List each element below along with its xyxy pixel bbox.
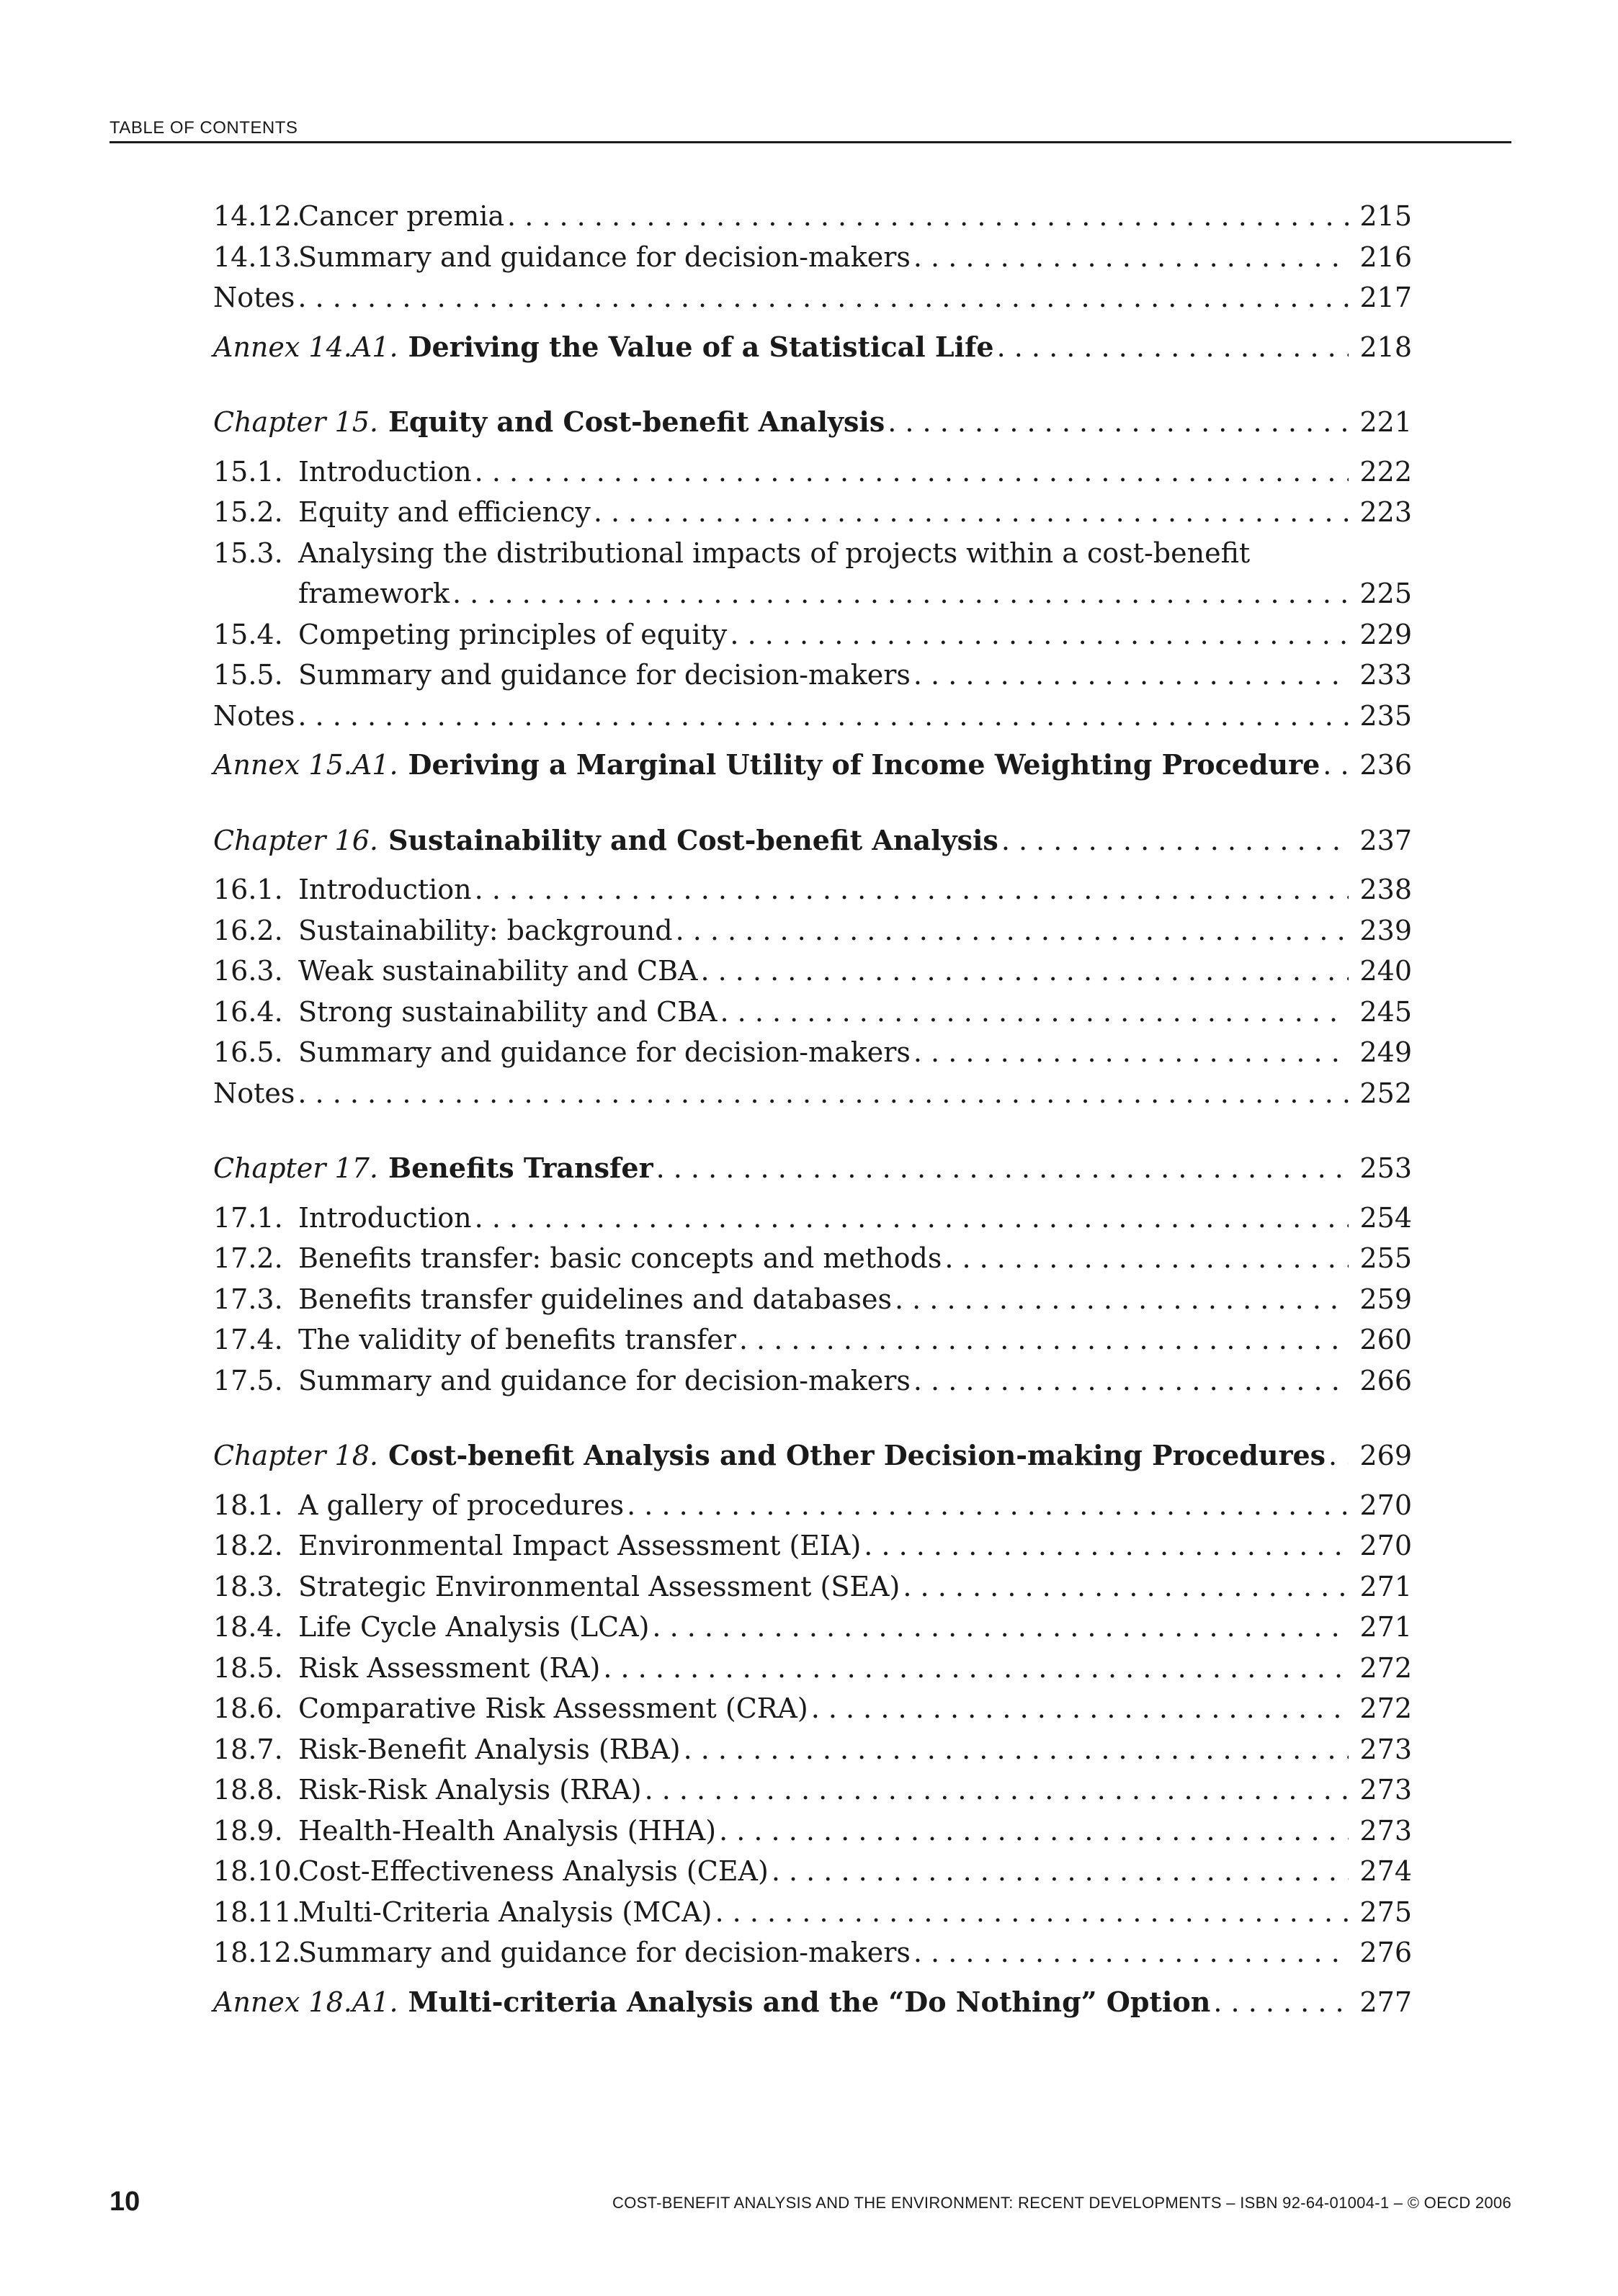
toc-entry[interactable] [213,1688,1412,1729]
entry-number: 14.13. [213,241,300,273]
publication-footer: COST-BENEFIT ANALYSIS AND THE ENVIRONMENT: RECENT DEVELOPMENTS – ISBN 92-64-01004-1 – © OECD 2006 [612,2194,1511,2212]
leader-dots [475,452,1349,493]
entry-title: Introduction [298,1201,472,1234]
entry-page: 255 [1359,1242,1412,1274]
toc-entry[interactable] [213,1566,1412,1607]
entry-title: Notes [213,282,295,313]
chapter-label: Chapter 16. [213,824,378,856]
entry-title-line2: framework [298,578,450,609]
toc-entry[interactable] [213,533,1412,574]
leader-dots [913,1032,1349,1073]
entry-number: 18.2. [213,1530,283,1561]
entry-number: 15.5. [213,659,283,691]
leader-dots [298,1073,1349,1114]
header-rule [109,141,1511,143]
entry-page: 270 [1359,1530,1412,1561]
toc-entry[interactable] [213,910,1412,951]
entry-title: Notes [213,699,295,732]
entry-page: 273 [1359,1814,1412,1847]
leader-dots [603,1648,1349,1689]
toc-entry[interactable] [213,196,1412,237]
entry-number: 18.10. [213,1855,300,1887]
annex-title: Deriving the Value of a Statistical Life [408,330,994,363]
entry-page: 223 [1359,496,1412,528]
chapter-label: Chapter 18. [213,1440,378,1471]
entry-number: 14.12. [213,200,300,232]
leader-dots [811,1688,1349,1729]
entry-page: 233 [1359,659,1412,691]
entry-page: 260 [1359,1324,1412,1355]
annex-label: Annex 18.A1. [213,1986,398,2018]
entry-number: 17.2. [213,1242,283,1274]
entry-page: 276 [1359,1937,1412,1968]
entry-page: 273 [1359,1733,1412,1765]
leader-dots [913,1932,1349,1973]
entry-number: 15.4. [213,618,283,650]
entry-number: 18.12. [213,1937,300,1968]
entry-page: 254 [1359,1201,1412,1234]
entry-page: 229 [1359,618,1412,650]
entry-number: 15.2. [213,496,283,528]
toc-chapter[interactable] [213,1435,1412,1476]
leader-dots [715,1892,1349,1933]
toc-notes[interactable] [213,277,1412,318]
entry-page: 221 [1359,406,1412,438]
entry-title: Risk Assessment (RA) [298,1651,601,1684]
toc-entry[interactable] [213,1648,1412,1689]
entry-number: 16.1. [213,874,283,905]
annex-label: Annex 15.A1. [213,749,398,781]
entry-page: 235 [1359,699,1412,732]
toc-entry[interactable] [213,1607,1412,1648]
entry-page: 252 [1359,1077,1412,1109]
entry-title: Introduction [298,874,472,905]
leader-dots [475,1198,1349,1239]
leader-dots [903,1566,1349,1607]
entry-number: 18.3. [213,1570,283,1602]
chapter-title: Cost-benefit Analysis and Other Decision-making Procedures [388,1439,1326,1471]
leader-dots [719,1811,1349,1852]
toc-entry-continuation[interactable] [213,573,1412,614]
toc-entry[interactable] [213,237,1412,278]
entry-title: Strategic Environmental Assessment (SEA) [298,1570,900,1602]
entry-page: 277 [1359,1986,1412,2018]
toc-entry[interactable] [213,1319,1412,1360]
entry-page: 269 [1359,1440,1412,1471]
toc-entry[interactable] [213,1525,1412,1566]
toc-entry[interactable] [213,1770,1412,1811]
entry-page: 238 [1359,874,1412,905]
toc-entry[interactable] [213,1198,1412,1239]
toc-entry[interactable] [213,492,1412,533]
leader-dots [888,402,1349,443]
leader-dots [944,1238,1349,1279]
entry-title: Summary and guidance for decision-makers [298,1937,911,1968]
toc-entry[interactable] [213,992,1412,1033]
leader-dots [684,1729,1349,1770]
entry-page: 273 [1359,1774,1412,1806]
entry-number: 18.11. [213,1896,300,1928]
entry-title: Summary and guidance for decision-makers [298,241,911,273]
leader-dots [730,614,1349,655]
entry-number: 18.1. [213,1489,283,1521]
running-header: TABLE OF CONTENTS [109,118,298,138]
toc-entry[interactable] [213,1360,1412,1402]
toc-entry[interactable] [213,1279,1412,1320]
entry-title: Introduction [298,455,472,488]
entry-title: Notes [213,1077,295,1109]
entry-number: 17.1. [213,1201,283,1234]
leader-dots [1323,745,1349,786]
toc-annex[interactable] [213,1982,1412,2023]
entry-number: 17.3. [213,1283,283,1315]
entry-number: 17.5. [213,1364,283,1396]
entry-page: 236 [1359,749,1412,781]
entry-title: Multi-Criteria Analysis (MCA) [298,1896,712,1928]
entry-page: 239 [1359,914,1412,946]
leader-dots [1001,820,1349,861]
leader-dots [298,696,1349,737]
toc-notes[interactable] [213,696,1412,737]
entry-title: A gallery of procedures [298,1489,625,1521]
toc-entry[interactable] [213,1851,1412,1892]
entry-title-line1: Analysing the distributional impacts of projects within a cost-benefit [298,537,1251,569]
toc-chapter[interactable] [213,820,1412,861]
entry-title: Cancer premia [298,200,505,232]
entry-title: Comparative Risk Assessment (CRA) [298,1692,808,1724]
entry-page: 237 [1359,824,1412,856]
toc-entry[interactable] [213,1811,1412,1852]
entry-number: 16.3. [213,955,283,987]
annex-label: Annex 14.A1. [213,331,398,363]
entry-title: Risk-Risk Analysis (RRA) [298,1774,642,1806]
toc-entry[interactable] [213,1932,1412,1973]
toc-entry[interactable] [213,1032,1412,1073]
entry-number: 16.4. [213,995,283,1028]
toc-chapter[interactable] [213,402,1412,443]
entry-page: 225 [1359,578,1412,609]
entry-page: 240 [1359,955,1412,987]
annex-title: Multi-criteria Analysis and the “Do Nothing” Option [408,1985,1211,2018]
entry-page: 222 [1359,455,1412,488]
leader-dots [594,492,1349,533]
entry-title: Summary and guidance for decision-makers [298,1364,911,1396]
entry-title: Weak sustainability and CBA [298,955,698,987]
toc-entry[interactable] [213,951,1412,992]
entry-page: 274 [1359,1855,1412,1887]
entry-title: Risk-Benefit Analysis (RBA) [298,1733,681,1765]
entry-title: Health-Health Analysis (HHA) [298,1814,717,1847]
entry-page: 272 [1359,1692,1412,1724]
entry-number: 15.3. [213,537,283,569]
entry-number: 18.9. [213,1814,283,1847]
leader-dots [895,1279,1349,1320]
leader-dots [997,327,1349,368]
entry-page: 249 [1359,1036,1412,1068]
toc-entry[interactable] [213,1485,1412,1526]
toc-annex[interactable] [213,327,1412,368]
entry-page: 215 [1359,200,1412,232]
entry-page: 253 [1359,1152,1412,1184]
entry-number: 18.5. [213,1651,283,1684]
entry-title: Summary and guidance for decision-makers [298,659,911,691]
entry-number: 16.5. [213,1036,283,1068]
entry-page: 271 [1359,1570,1412,1602]
leader-dots [772,1851,1349,1892]
entry-title: Benefits transfer: basic concepts and methods [298,1242,942,1274]
entry-title: Equity and efficiency [298,496,591,528]
entry-number: 18.7. [213,1733,283,1765]
entry-title: Competing principles of equity [298,618,728,650]
entry-page: 218 [1359,331,1412,363]
entry-title: The validity of benefits transfer [298,1324,736,1355]
chapter-title: Equity and Cost-benefit Analysis [388,405,885,438]
entry-page: 270 [1359,1489,1412,1521]
entry-number: 17.4. [213,1324,283,1355]
toc-entry[interactable] [213,614,1412,655]
entry-page: 245 [1359,995,1412,1028]
entry-number: 15.1. [213,455,283,488]
entry-title: Summary and guidance for decision-makers [298,1036,911,1068]
leader-dots [298,277,1349,318]
entry-page: 271 [1359,1611,1412,1643]
leader-dots [700,951,1349,992]
leader-dots [913,237,1349,278]
entry-number: 18.4. [213,1611,283,1643]
entry-title: Benefits transfer guidelines and databases [298,1283,892,1315]
table-of-contents [213,196,1412,2022]
leader-dots [913,1360,1349,1402]
entry-page: 217 [1359,282,1412,313]
entry-title: Cost-Effectiveness Analysis (CEA) [298,1855,769,1887]
leader-dots [652,1607,1349,1648]
leader-dots [1328,1435,1349,1476]
leader-dots [913,655,1349,696]
entry-page: 259 [1359,1283,1412,1315]
leader-dots [864,1525,1349,1566]
entry-page: 275 [1359,1896,1412,1928]
toc-entry[interactable] [213,1892,1412,1933]
entry-title: Strong sustainability and CBA [298,995,718,1028]
leader-dots [452,573,1349,614]
leader-dots [475,869,1349,910]
chapter-label: Chapter 15. [213,406,378,438]
leader-dots [656,1148,1349,1189]
leader-dots [720,992,1349,1033]
annex-title: Deriving a Marginal Utility of Income Weighting Procedure [408,748,1320,781]
chapter-title: Sustainability and Cost-benefit Analysis [388,823,998,856]
toc-entry[interactable] [213,655,1412,696]
entry-page: 216 [1359,241,1412,273]
toc-annex[interactable] [213,745,1412,786]
toc-entry[interactable] [213,869,1412,910]
entry-title: Life Cycle Analysis (LCA) [298,1611,650,1643]
chapter-title: Benefits Transfer [388,1152,653,1184]
entry-number: 18.6. [213,1692,283,1724]
toc-entry[interactable] [213,1729,1412,1770]
toc-entry[interactable] [213,452,1412,493]
leader-dots [1213,1982,1349,2023]
toc-notes[interactable] [213,1073,1412,1114]
leader-dots [645,1770,1349,1811]
entry-title: Environmental Impact Assessment (EIA) [298,1530,862,1561]
entry-title: Sustainability: background [298,914,673,946]
page-number: 10 [109,2187,140,2217]
leader-dots [676,910,1349,951]
entry-page: 266 [1359,1364,1412,1396]
toc-entry[interactable] [213,1238,1412,1279]
toc-chapter[interactable] [213,1148,1412,1189]
leader-dots [627,1485,1349,1526]
chapter-label: Chapter 17. [213,1152,378,1184]
leader-dots [739,1319,1349,1360]
entry-page: 272 [1359,1651,1412,1684]
entry-number: 18.8. [213,1774,283,1806]
leader-dots [507,196,1349,237]
entry-number: 16.2. [213,914,283,946]
